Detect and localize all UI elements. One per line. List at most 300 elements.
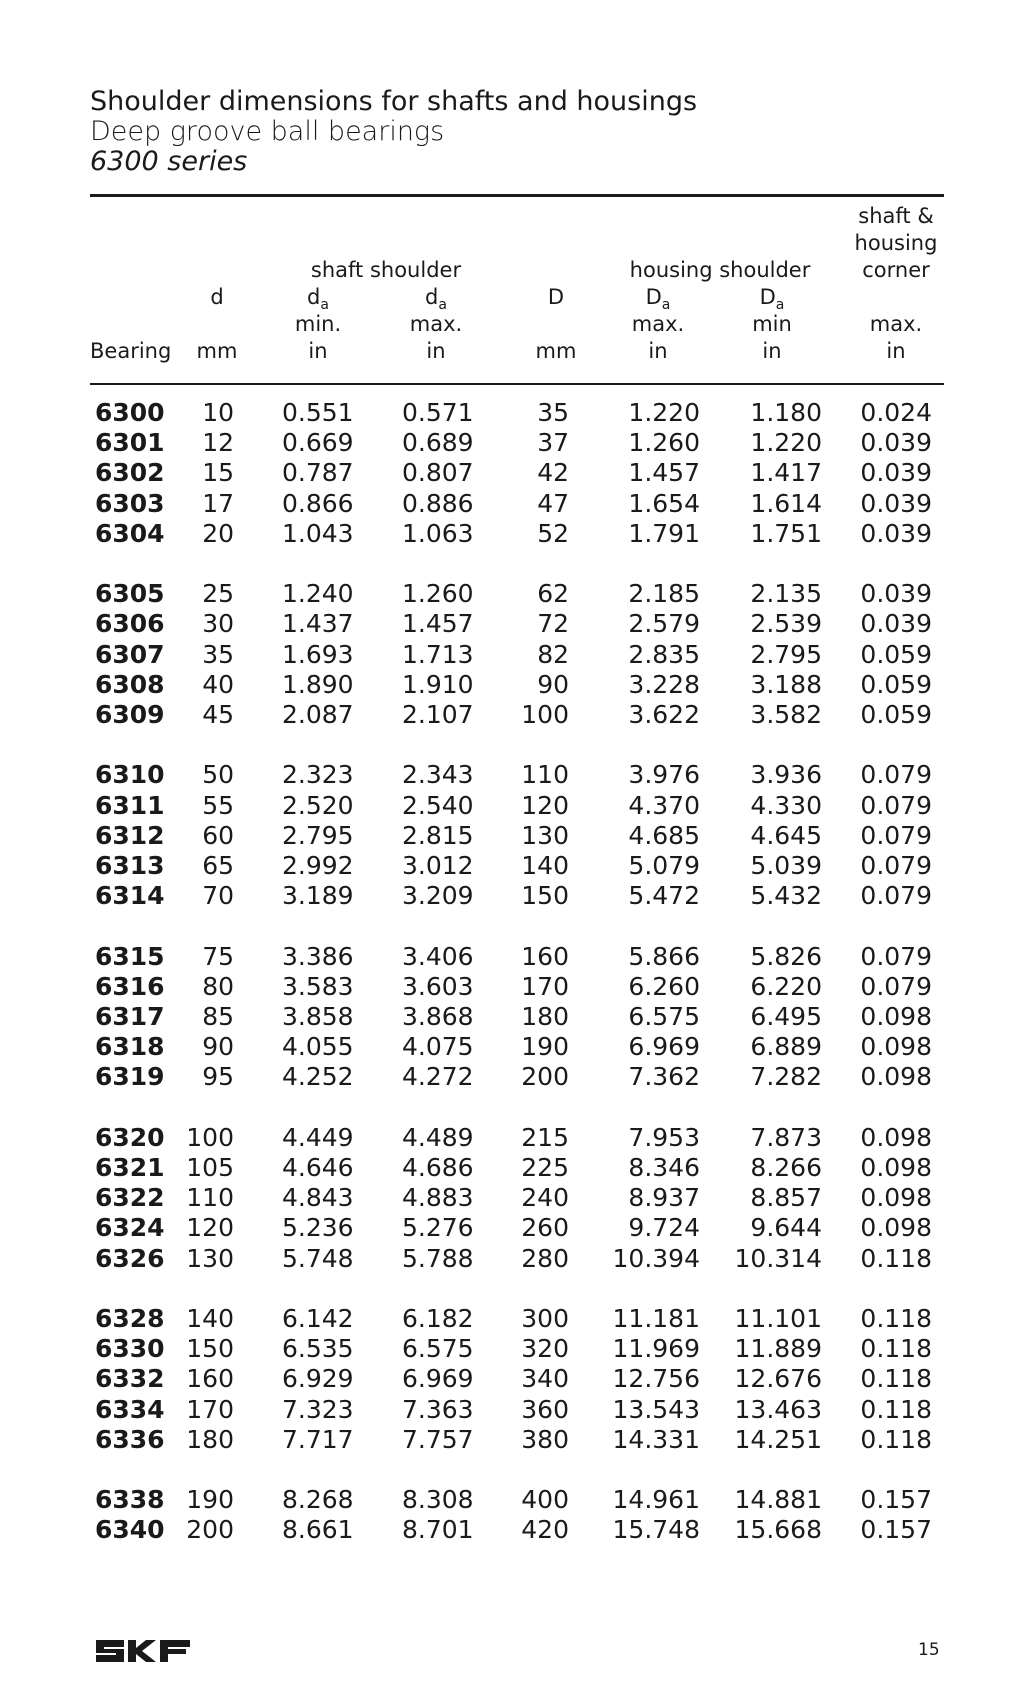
da-max-in: 5.788: [402, 1243, 474, 1273]
corner-radius-max-in: 0.098: [860, 1183, 932, 1213]
outer-D-mm: 360: [521, 1394, 569, 1424]
da-min-in: 4.449: [282, 1122, 354, 1152]
Da-min-in: 3.188: [750, 669, 822, 699]
da-max-in: 2.343: [402, 760, 474, 790]
outer-D-mm: 260: [521, 1213, 569, 1243]
table-row: [0, 972, 1024, 1002]
Da-min-in: 7.282: [750, 1062, 822, 1092]
corner-header-line2: housing: [854, 231, 938, 255]
bearing-designation: 6316: [95, 971, 165, 1001]
corner-radius-max-in: 0.157: [860, 1485, 932, 1515]
bore-d-mm: 17: [202, 488, 234, 518]
Da-min-in: 15.668: [734, 1515, 822, 1545]
bore-d-mm: 15: [202, 458, 234, 488]
outer-D-mm: 240: [521, 1183, 569, 1213]
Da-max-in: 1.260: [628, 428, 700, 458]
table-row: [0, 1213, 1024, 1243]
bearing-designation: 6322: [95, 1183, 165, 1213]
outer-D-mm: 35: [537, 398, 569, 427]
da-max-in: 7.757: [402, 1424, 474, 1454]
D-unit: mm: [535, 339, 577, 363]
bore-d-mm: 55: [202, 790, 234, 820]
shaft-shoulder-group-header: shaft shoulder: [310, 258, 462, 282]
bore-d-mm: 35: [202, 639, 234, 669]
table-row: [0, 1395, 1024, 1425]
da-max-in: 6.969: [402, 1364, 474, 1394]
outer-D-mm: 180: [521, 1002, 569, 1031]
da-min-in: 3.858: [282, 1002, 354, 1031]
series-label: 6300 series: [90, 146, 248, 177]
table-row: [0, 881, 1024, 911]
da-max-in: 5.276: [402, 1213, 474, 1243]
Da-min-in: 5.826: [750, 941, 822, 971]
outer-D-mm: 72: [537, 609, 569, 639]
table-row: [0, 428, 1024, 458]
Da-min-qualifier: min: [752, 312, 792, 336]
da-max-in: 1.457: [402, 609, 474, 639]
bearing-designation: 6310: [95, 760, 165, 790]
da-max-in: 4.489: [402, 1122, 474, 1152]
outer-D-mm: 90: [537, 669, 569, 699]
Da-max-in: 8.937: [628, 1183, 700, 1213]
Da-min-in: 6.889: [750, 1032, 822, 1062]
table-row: [0, 760, 1024, 790]
outer-D-mm: 37: [537, 428, 569, 458]
Da-min-in: 14.881: [734, 1485, 822, 1515]
corner-radius-max-in: 0.098: [860, 1153, 932, 1182]
table-row: [0, 640, 1024, 670]
bearing-designation: 6306: [95, 609, 165, 639]
corner-radius-max-in: 0.118: [860, 1243, 932, 1273]
bearing-designation: 6300: [95, 398, 165, 427]
corner-radius-max-in: 0.098: [860, 1002, 932, 1031]
bore-d-mm: 50: [202, 760, 234, 790]
bearing-designation: 6321: [95, 1153, 165, 1182]
Da-max-in: 5.079: [628, 851, 700, 880]
Da-max-in: 7.362: [628, 1062, 700, 1092]
outer-D-mm: 420: [521, 1515, 569, 1545]
corner-radius-max-in: 0.118: [860, 1304, 932, 1333]
bore-d-mm: 40: [202, 669, 234, 699]
da-min-in: 5.236: [282, 1213, 354, 1243]
da-max-in: 3.209: [402, 881, 474, 911]
da-min-in: 2.992: [282, 851, 354, 880]
corner-radius-max-in: 0.118: [860, 1364, 932, 1394]
d-unit: mm: [196, 339, 238, 363]
da-max-unit: in: [426, 339, 446, 363]
bearing-designation: 6319: [95, 1062, 165, 1092]
bore-d-mm: 140: [186, 1304, 234, 1333]
outer-D-mm: 82: [537, 639, 569, 669]
corner-radius-max-in: 0.098: [860, 1062, 932, 1092]
da-max-in: 2.540: [402, 790, 474, 820]
da-max-in: 0.689: [402, 428, 474, 458]
bore-d-mm: 95: [202, 1062, 234, 1092]
bore-d-mm: 190: [186, 1485, 234, 1515]
da-min-in: 4.843: [282, 1183, 354, 1213]
da-max-in: 1.063: [402, 518, 474, 548]
bore-d-mm: 120: [186, 1213, 234, 1243]
Da-max-in: 1.791: [628, 518, 700, 548]
outer-D-mm: 62: [537, 579, 569, 609]
bearing-designation: 6313: [95, 851, 165, 880]
outer-D-mm: 100: [521, 700, 569, 729]
da-min-in: 0.669: [282, 428, 354, 458]
corner-radius-max-in: 0.039: [860, 428, 932, 458]
da-max-in: 1.713: [402, 639, 474, 669]
Da-min-in: 2.539: [750, 609, 822, 639]
Da-max-in: 13.543: [612, 1394, 700, 1424]
bore-d-mm: 25: [202, 579, 234, 609]
corner-radius-max-in: 0.039: [860, 488, 932, 518]
bearing-designation: 6311: [95, 790, 165, 820]
da-max-in: 3.603: [402, 971, 474, 1001]
da-max-in: 1.260: [402, 579, 474, 609]
skf-logo: [94, 1638, 194, 1664]
bearing-header: Bearing: [90, 339, 172, 363]
outer-D-mm: 160: [521, 941, 569, 971]
table-row: [0, 579, 1024, 609]
da-min-in: 3.583: [282, 971, 354, 1001]
outer-D-mm: 47: [537, 488, 569, 518]
header-rule: [90, 383, 944, 385]
outer-D-mm: 320: [521, 1334, 569, 1364]
table-row: [0, 1364, 1024, 1394]
Da-max-in: 10.394: [612, 1243, 700, 1273]
da-min-in: 2.520: [282, 790, 354, 820]
Da-min-in: 3.936: [750, 760, 822, 790]
Da-min-in: 4.330: [750, 790, 822, 820]
da-min-in: 1.043: [282, 518, 354, 548]
bearing-designation: 6326: [95, 1243, 165, 1273]
bore-d-mm: 105: [186, 1153, 234, 1182]
corner-radius-max-in: 0.024: [860, 398, 932, 427]
da-min-in: 3.386: [282, 941, 354, 971]
Da-max-in: 2.185: [628, 579, 700, 609]
housing-shoulder-group-header: housing shoulder: [629, 258, 811, 282]
Da-max-qualifier: max.: [631, 312, 685, 336]
bearing-designation: 6336: [95, 1424, 165, 1454]
da-max-in: 2.107: [402, 700, 474, 729]
bore-d-mm: 160: [186, 1364, 234, 1394]
outer-D-mm: 110: [521, 760, 569, 790]
da-max-in: 8.308: [402, 1485, 474, 1515]
bearing-designation: 6317: [95, 1002, 165, 1031]
da-min-in: 1.437: [282, 609, 354, 639]
outer-D-mm: 225: [521, 1153, 569, 1182]
bore-d-mm: 180: [186, 1424, 234, 1454]
Da-max-in: 3.622: [628, 700, 700, 729]
Da-min-in: 7.873: [750, 1122, 822, 1152]
Da-min-in: 14.251: [734, 1424, 822, 1454]
Da-min-in: 6.495: [750, 1002, 822, 1031]
bearing-designation: 6312: [95, 820, 165, 850]
bore-d-mm: 70: [202, 881, 234, 911]
da-min-in: 6.929: [282, 1364, 354, 1394]
corner-radius-max-in: 0.059: [860, 639, 932, 669]
bearing-designation: 6301: [95, 428, 165, 458]
corner-qualifier: max.: [869, 312, 923, 336]
Da-min-in: 12.676: [734, 1364, 822, 1394]
da-min-in: 6.142: [282, 1304, 354, 1333]
corner-radius-max-in: 0.157: [860, 1515, 932, 1545]
table-row: [0, 1425, 1024, 1455]
da-max-in: 3.868: [402, 1002, 474, 1031]
da-max-in: 3.012: [402, 851, 474, 880]
Da-min-in: 13.463: [734, 1394, 822, 1424]
corner-radius-max-in: 0.079: [860, 790, 932, 820]
bearing-designation: 6338: [95, 1485, 165, 1515]
Da-min-in: 11.101: [734, 1304, 822, 1333]
Da-max-in: 6.575: [628, 1002, 700, 1031]
table-row: [0, 1032, 1024, 1062]
da-max-in: 7.363: [402, 1394, 474, 1424]
Da-max-in: 1.654: [628, 488, 700, 518]
table-row: [0, 700, 1024, 730]
Da-min-in: 5.432: [750, 881, 822, 911]
table-row: [0, 942, 1024, 972]
da-min-unit: in: [308, 339, 328, 363]
bearing-designation: 6334: [95, 1394, 165, 1424]
bearing-designation: 6305: [95, 579, 165, 609]
da-max-in: 0.807: [402, 458, 474, 488]
table-row: [0, 458, 1024, 488]
bore-d-mm: 110: [186, 1183, 234, 1213]
outer-D-mm: 130: [521, 820, 569, 850]
corner-radius-max-in: 0.059: [860, 669, 932, 699]
da-min-in: 1.890: [282, 669, 354, 699]
Da-max-in: 4.370: [628, 790, 700, 820]
table-row: [0, 1334, 1024, 1364]
corner-radius-max-in: 0.118: [860, 1424, 932, 1454]
bearing-designation: 6302: [95, 458, 165, 488]
da-min-in: 4.646: [282, 1153, 354, 1182]
Da-min-unit: in: [762, 339, 782, 363]
da-max-in: 4.075: [402, 1032, 474, 1062]
da-max-in: 3.406: [402, 941, 474, 971]
da-max-in: 4.686: [402, 1153, 474, 1182]
da-max-in: 4.272: [402, 1062, 474, 1092]
table-row: [0, 791, 1024, 821]
table-row: [0, 1062, 1024, 1092]
bore-d-mm: 80: [202, 971, 234, 1001]
Da-max-in: 14.961: [612, 1485, 700, 1515]
bearing-designation: 6340: [95, 1515, 165, 1545]
corner-radius-max-in: 0.118: [860, 1394, 932, 1424]
bore-d-mm: 100: [186, 1122, 234, 1152]
bore-d-mm: 45: [202, 700, 234, 729]
outer-D-mm: 340: [521, 1364, 569, 1394]
da-min-in: 4.055: [282, 1032, 354, 1062]
table-row: [0, 1153, 1024, 1183]
bore-d-mm: 12: [202, 428, 234, 458]
bore-d-mm: 10: [202, 398, 234, 427]
table-row: [0, 1485, 1024, 1515]
bore-d-mm: 130: [186, 1243, 234, 1273]
outer-D-mm: 150: [521, 881, 569, 911]
Da-max-in: 12.756: [612, 1364, 700, 1394]
da-min-in: 2.795: [282, 820, 354, 850]
Da-max-in: 3.976: [628, 760, 700, 790]
da-max-in: 6.575: [402, 1334, 474, 1364]
da-min-in: 0.866: [282, 488, 354, 518]
outer-D-mm: 42: [537, 458, 569, 488]
outer-D-mm: 170: [521, 971, 569, 1001]
corner-radius-max-in: 0.059: [860, 700, 932, 729]
da-min-qualifier: min.: [294, 312, 342, 336]
bearing-designation: 6320: [95, 1122, 165, 1152]
outer-D-mm: 200: [521, 1062, 569, 1092]
table-row: [0, 1002, 1024, 1032]
Da-min-in: 10.314: [734, 1243, 822, 1273]
da-min-in: 1.240: [282, 579, 354, 609]
da-min-in: 6.535: [282, 1334, 354, 1364]
Da-max-in: 1.457: [628, 458, 700, 488]
outer-D-mm: 190: [521, 1032, 569, 1062]
Da-max-in: 14.331: [612, 1424, 700, 1454]
Da-max-in: 11.181: [612, 1304, 700, 1333]
Da-min-in: 1.751: [750, 518, 822, 548]
bore-d-mm: 150: [186, 1334, 234, 1364]
corner-radius-max-in: 0.079: [860, 971, 932, 1001]
bore-d-mm: 65: [202, 851, 234, 880]
outer-D-mm: 400: [521, 1485, 569, 1515]
corner-radius-max-in: 0.118: [860, 1334, 932, 1364]
Da-max-in: 3.228: [628, 669, 700, 699]
bearing-designation: 6332: [95, 1364, 165, 1394]
Da-min-header: $D_a$: [759, 285, 785, 313]
table-row: [0, 1515, 1024, 1545]
Da-max-in: 4.685: [628, 820, 700, 850]
da-min-in: 3.189: [282, 881, 354, 911]
da-min-in: 1.693: [282, 639, 354, 669]
Da-min-in: 9.644: [750, 1213, 822, 1243]
da-max-in: 0.571: [402, 398, 474, 427]
Da-min-in: 8.857: [750, 1183, 822, 1213]
corner-radius-max-in: 0.079: [860, 851, 932, 880]
table-row: [0, 821, 1024, 851]
da-max-in: 2.815: [402, 820, 474, 850]
Da-min-in: 2.795: [750, 639, 822, 669]
da-min-in: 8.268: [282, 1485, 354, 1515]
Da-max-in: 5.472: [628, 881, 700, 911]
Da-max-in: 8.346: [628, 1153, 700, 1182]
Da-min-in: 1.220: [750, 428, 822, 458]
outer-D-mm: 140: [521, 851, 569, 880]
bore-d-mm: 30: [202, 609, 234, 639]
corner-radius-max-in: 0.098: [860, 1122, 932, 1152]
Da-max-in: 6.260: [628, 971, 700, 1001]
table-row: [0, 1244, 1024, 1274]
bearing-designation: 6324: [95, 1213, 165, 1243]
page-number: 15: [918, 1640, 940, 1660]
table-row: [0, 1183, 1024, 1213]
table-row: [0, 609, 1024, 639]
da-max-in: 1.910: [402, 669, 474, 699]
outer-D-mm: 380: [521, 1424, 569, 1454]
Da-min-in: 2.135: [750, 579, 822, 609]
Da-min-in: 6.220: [750, 971, 822, 1001]
corner-radius-max-in: 0.079: [860, 881, 932, 911]
title-block: [90, 86, 697, 177]
outer-D-mm: 300: [521, 1304, 569, 1333]
Da-max-header: $D_a$: [645, 285, 671, 313]
corner-radius-max-in: 0.079: [860, 760, 932, 790]
Da-max-in: 6.969: [628, 1032, 700, 1062]
outer-D-mm: 215: [521, 1122, 569, 1152]
corner-radius-max-in: 0.039: [860, 579, 932, 609]
corner-radius-max-in: 0.039: [860, 458, 932, 488]
da-min-in: 4.252: [282, 1062, 354, 1092]
Da-max-in: 9.724: [628, 1213, 700, 1243]
table-row: [0, 1123, 1024, 1153]
da-min-in: 5.748: [282, 1243, 354, 1273]
da-max-qualifier: max.: [409, 312, 463, 336]
Da-max-in: 5.866: [628, 941, 700, 971]
bore-d-mm: 75: [202, 941, 234, 971]
corner-radius-max-in: 0.079: [860, 941, 932, 971]
table-row: [0, 519, 1024, 549]
outer-D-mm: 120: [521, 790, 569, 820]
corner-radius-max-in: 0.098: [860, 1213, 932, 1243]
bore-d-mm: 200: [186, 1515, 234, 1545]
bearing-designation: 6304: [95, 518, 165, 548]
da-min-in: 2.323: [282, 760, 354, 790]
da-min-header: $d_a$: [307, 285, 329, 313]
bearing-designation: 6315: [95, 941, 165, 971]
Da-min-in: 1.417: [750, 458, 822, 488]
outer-D-mm: 52: [537, 518, 569, 548]
bore-d-mm: 90: [202, 1032, 234, 1062]
table-row: [0, 1304, 1024, 1334]
bearing-designation: 6308: [95, 669, 165, 699]
bore-d-mm: 85: [202, 1002, 234, 1031]
bore-d-mm: 60: [202, 820, 234, 850]
top-rule: [90, 194, 944, 197]
outer-D-mm: 280: [521, 1243, 569, 1273]
bearing-designation: 6307: [95, 639, 165, 669]
corner-radius-max-in: 0.098: [860, 1032, 932, 1062]
corner-header-line3: corner: [862, 258, 930, 282]
da-max-in: 6.182: [402, 1304, 474, 1333]
Da-max-in: 15.748: [612, 1515, 700, 1545]
corner-radius-max-in: 0.039: [860, 609, 932, 639]
corner-radius-max-in: 0.039: [860, 518, 932, 548]
bearing-designation: 6328: [95, 1304, 165, 1333]
Da-max-in: 2.579: [628, 609, 700, 639]
bearing-designation: 6318: [95, 1032, 165, 1062]
bearing-designation: 6309: [95, 700, 165, 729]
bore-d-mm: 20: [202, 518, 234, 548]
table-row: [0, 851, 1024, 881]
bore-d-mm: 170: [186, 1394, 234, 1424]
da-max-header: $d_a$: [425, 285, 447, 313]
Da-max-unit: in: [648, 339, 668, 363]
da-min-in: 8.661: [282, 1515, 354, 1545]
da-min-in: 7.717: [282, 1424, 354, 1454]
da-max-in: 4.883: [402, 1183, 474, 1213]
bearing-designation: 6330: [95, 1334, 165, 1364]
bearing-designation: 6303: [95, 488, 165, 518]
corner-radius-max-in: 0.079: [860, 820, 932, 850]
Da-min-in: 1.180: [750, 398, 822, 427]
Da-min-in: 1.614: [750, 488, 822, 518]
d-header: d: [210, 285, 224, 309]
da-max-in: 8.701: [402, 1515, 474, 1545]
corner-unit: in: [886, 339, 906, 363]
table-row: [0, 670, 1024, 700]
Da-max-in: 7.953: [628, 1122, 700, 1152]
